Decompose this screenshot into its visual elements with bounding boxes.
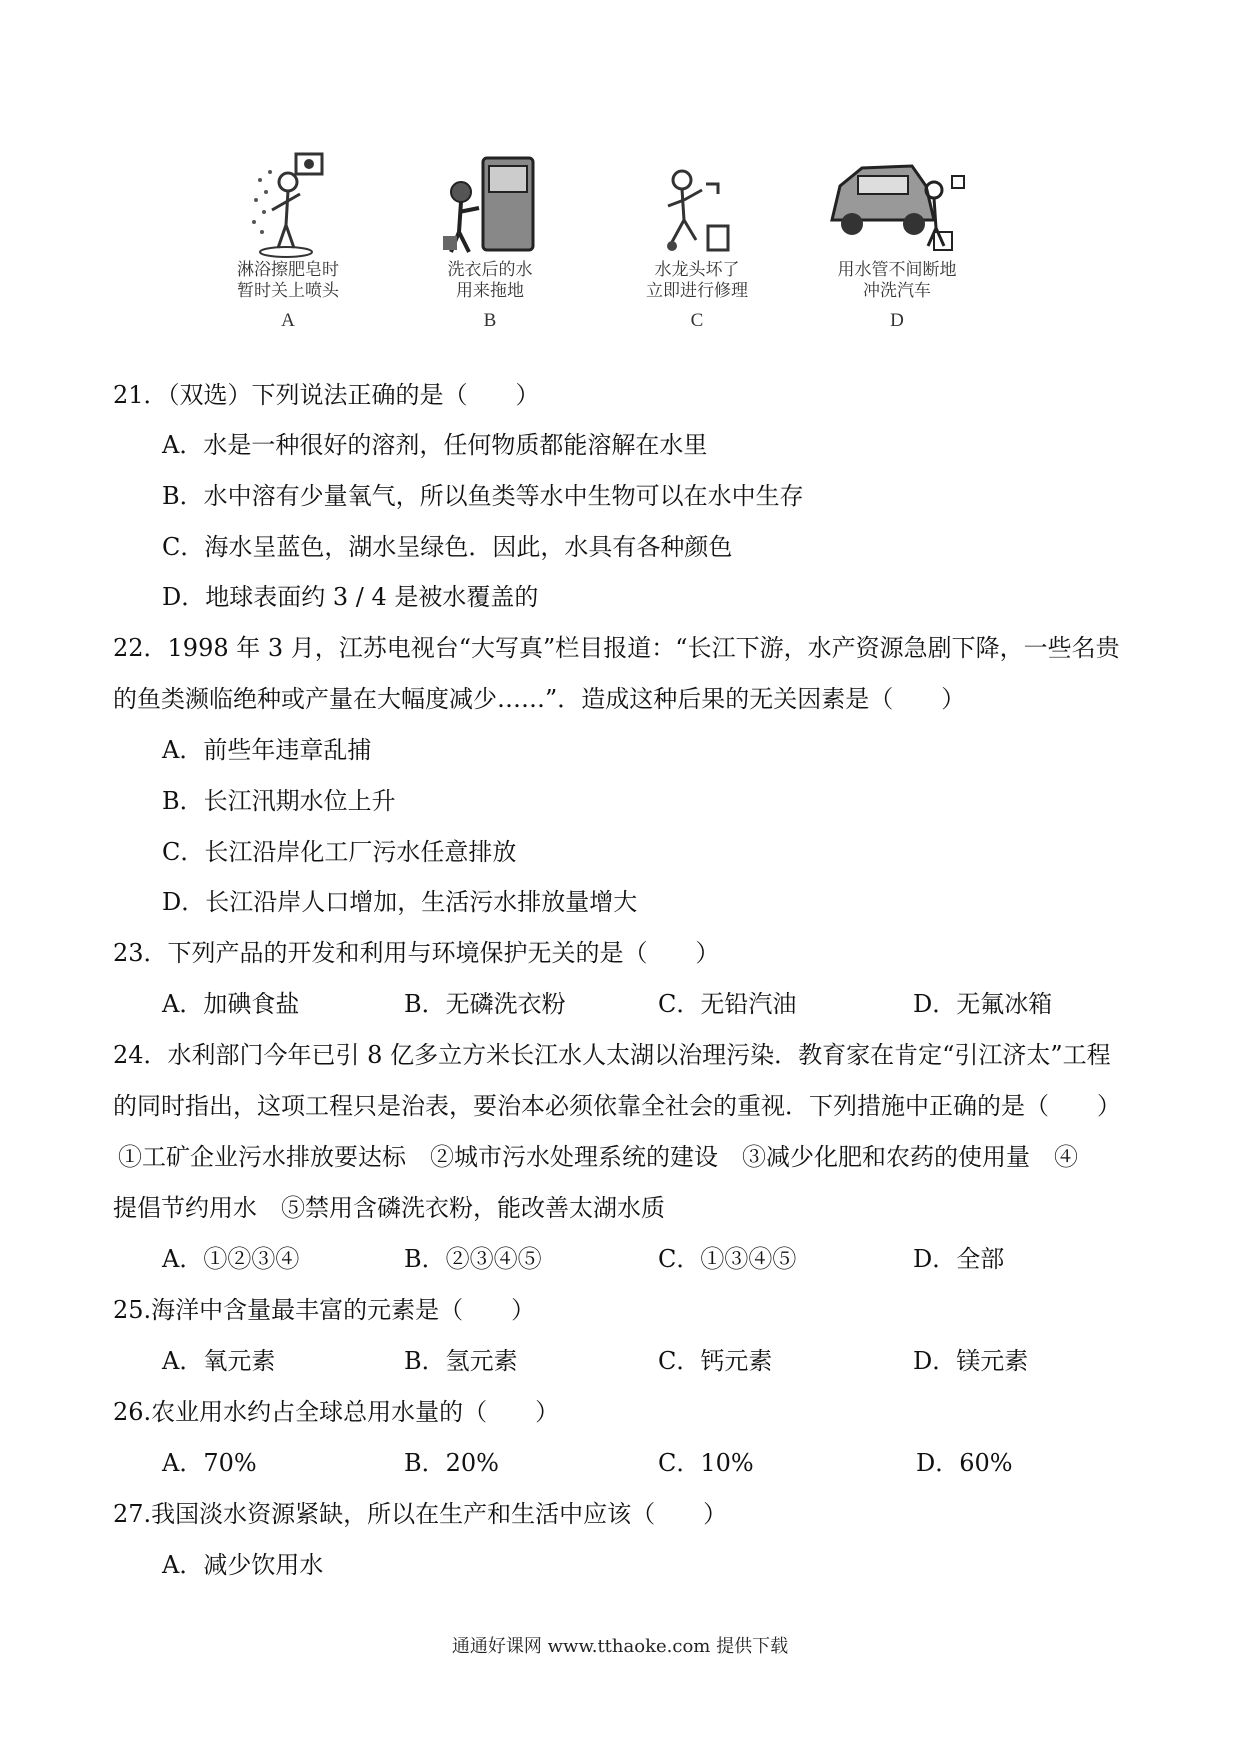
car-wash-icon (822, 150, 972, 260)
faucet-repair-icon (652, 150, 742, 260)
q23-option-d: D．无氟冰箱 (913, 990, 1053, 1018)
q25-stem: 25.海洋中含量最丰富的元素是（ ） (113, 1296, 536, 1324)
q27-option-a: A．减少饮用水 (162, 1551, 324, 1579)
panel-caption-line2: 冲洗汽车 (863, 281, 931, 301)
q25-option-d: D．镁元素 (913, 1347, 1029, 1375)
q22-option-c: C．长江沿岸化工厂污水任意排放 (162, 838, 517, 866)
q21-option-a: A．水是一种很好的溶剂，任何物质都能溶解在水里 (162, 431, 708, 459)
q24-stem-line1: 24．水利部门今年已引 8 亿多立方米长江水人太湖以治理污染．教育家在肯定“引江济太”工程 (113, 1041, 1111, 1069)
q24-option-b: B．②③④⑤ (404, 1245, 542, 1273)
q23-option-a: A．加碘食盐 (162, 990, 300, 1018)
q22-option-b: B．长江汛期水位上升 (162, 787, 396, 815)
panel-caption-line1: 用水管不间断地 (837, 260, 957, 280)
q25-option-a: A．氧元素 (162, 1347, 276, 1375)
q26-option-c: C．10% (658, 1449, 754, 1477)
q24-option-d: D．全部 (913, 1245, 1005, 1273)
q22-option-a: A．前些年违章乱捕 (162, 736, 372, 764)
q23-option-c: C．无铅汽油 (658, 990, 797, 1018)
figure-panel-b (430, 150, 550, 332)
panel-letter: B (483, 310, 497, 331)
water-saving-figure (0, 150, 1240, 380)
q24-stem-line2: 的同时指出，这项工程只是治表，要治本必须依靠全社会的重视．下列措施中正确的是（ ） (113, 1092, 1121, 1120)
panel-caption-line2: 用来拖地 (456, 281, 524, 301)
panel-letter: D (890, 310, 904, 331)
q23-stem: 23．下列产品的开发和利用与环境保护无关的是（ ） (113, 939, 720, 967)
q21-option-b: B．水中溶有少量氧气，所以鱼类等水中生物可以在水中生存 (162, 482, 804, 510)
panel-caption-line1: 水龙头坏了 (654, 260, 740, 280)
q23-option-b: B．无磷洗衣粉 (404, 990, 566, 1018)
q21-stem: 21．（双选）下列说法正确的是（ ） (113, 381, 540, 409)
panel-letter: A (281, 310, 295, 331)
q27-stem: 27.我国淡水资源紧缺，所以在生产和生活中应该（ ） (113, 1500, 728, 1528)
q21-option-d: D．地球表面约 3 / 4 是被水覆盖的 (162, 583, 539, 611)
q24-stem-line3: ①工矿企业污水排放要达标 ②城市污水处理系统的建设 ③减少化肥和农药的使用量 ④ (118, 1143, 1078, 1171)
q25-option-c: C．钙元素 (658, 1347, 773, 1375)
washing-machine-icon (435, 150, 545, 260)
q24-stem-line4: 提倡节约用水 ⑤禁用含磷洗衣粉，能改善太湖水质 (113, 1194, 665, 1222)
q25-option-b: B．氢元素 (404, 1347, 518, 1375)
figure-panel-a (228, 150, 348, 332)
panel-caption-line2: 暂时关上喷头 (237, 281, 339, 301)
panel-caption-line2: 立即进行修理 (646, 281, 748, 301)
q26-option-b: B．20% (404, 1449, 499, 1477)
q24-option-a: A．①②③④ (162, 1245, 300, 1273)
panel-caption-line1: 淋浴擦肥皂时 (237, 260, 339, 280)
figure-panel-c (632, 150, 762, 332)
q24-option-c: C．①③④⑤ (658, 1245, 797, 1273)
q22-stem-line1: 22．1998 年 3 月，江苏电视台“大写真”栏目报道：“长江下游，水产资源急剧下降，一些名贵 (113, 634, 1120, 662)
figure-panel-d (822, 150, 972, 332)
q26-option-a: A．70% (162, 1449, 257, 1477)
q26-option-d: D．60% (916, 1449, 1013, 1477)
panel-caption-line1: 洗衣后的水 (447, 260, 533, 280)
q22-option-d: D．长江沿岸人口增加，生活污水排放量增大 (162, 888, 638, 916)
panel-letter: C (690, 310, 704, 331)
q22-stem-line2: 的鱼类濒临绝种或产量在大幅度减少……”．造成这种后果的无关因素是（ ） (113, 685, 966, 713)
page-footer[interactable]: 通通好课网 www.tthaoke.com 提供下载 (451, 1636, 789, 1657)
q21-option-c: C．海水呈蓝色，湖水呈绿色．因此，水具有各种颜色 (162, 533, 733, 561)
q26-stem: 26.农业用水约占全球总用水量的（ ） (113, 1398, 560, 1426)
shower-icon (238, 150, 338, 260)
